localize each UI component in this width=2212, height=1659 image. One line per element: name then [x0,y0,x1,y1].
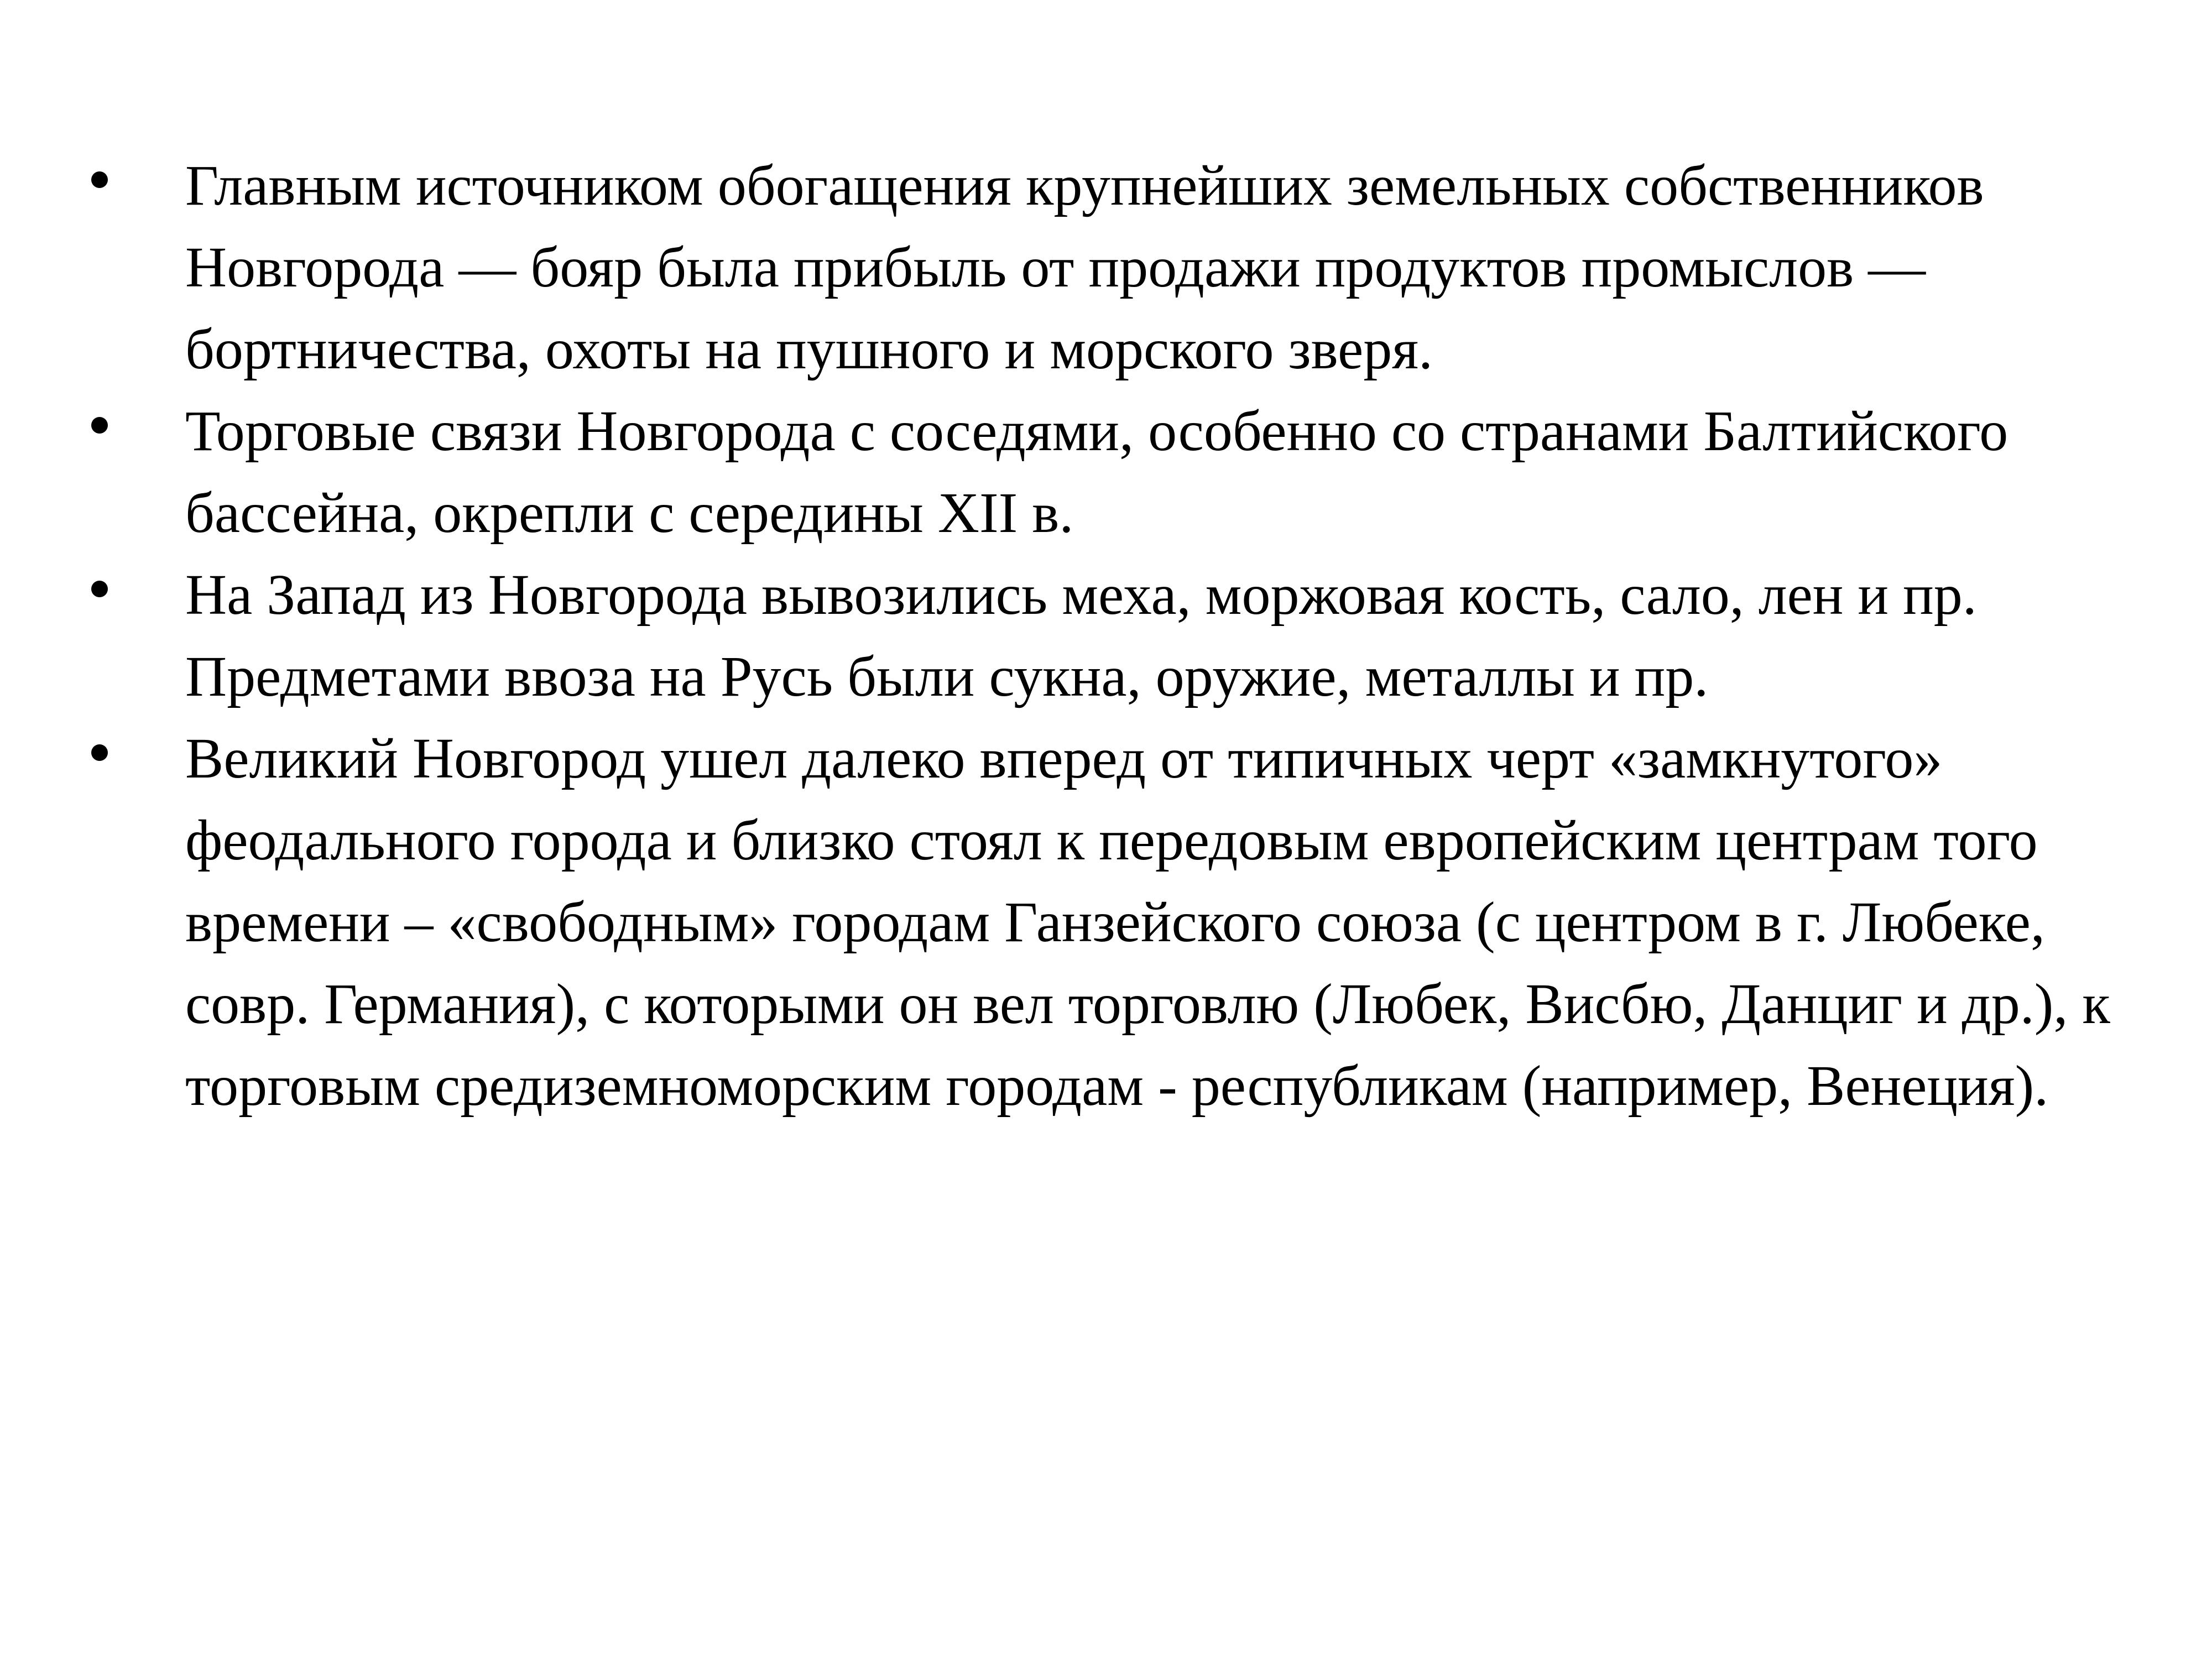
bullet-item-2 [185,390,2137,554]
bullet-dot-icon [91,744,108,761]
bullet-item-1 [185,145,2137,390]
bullet-list [185,145,2137,1127]
bullet-item-4 [185,718,2137,1127]
bullet-dot-icon [91,417,108,434]
bullet-dot-icon [91,581,108,597]
bullet-text: Великий Новгород ушел далеко вперед от типичных черт «замкнутого» феодального города и близко стоял к передовым европейским центрам того времени – «свободным» городам Ганзейского союза (с центром в г. Любеке, совр. Германия), с которыми он вел торговлю (Любек, Висбю, Данциг и др.), к торговым средиземноморским городам - республикам (например, Венеция). [185,727,2110,1118]
bullet-text: На Запад из Новгорода вывозились меха, моржовая кость, сало, лен и пр. Предметами ввоза на Русь были сукна, оружие, металлы и пр. [185,563,1977,708]
bullet-item-3 [185,554,2137,718]
bullet-text: Главным источником обогащения крупнейших земельных собственников Новгорода — бояр была прибыль от продажи продуктов промыслов — бортничества, охоты на пушного и морского зверя. [185,154,1984,381]
bullet-dot-icon [91,171,108,188]
bullet-text: Торговые связи Новгорода с соседями, особенно со странами Балтийского бассейна, окрепли с середины XII в. [185,399,2008,545]
